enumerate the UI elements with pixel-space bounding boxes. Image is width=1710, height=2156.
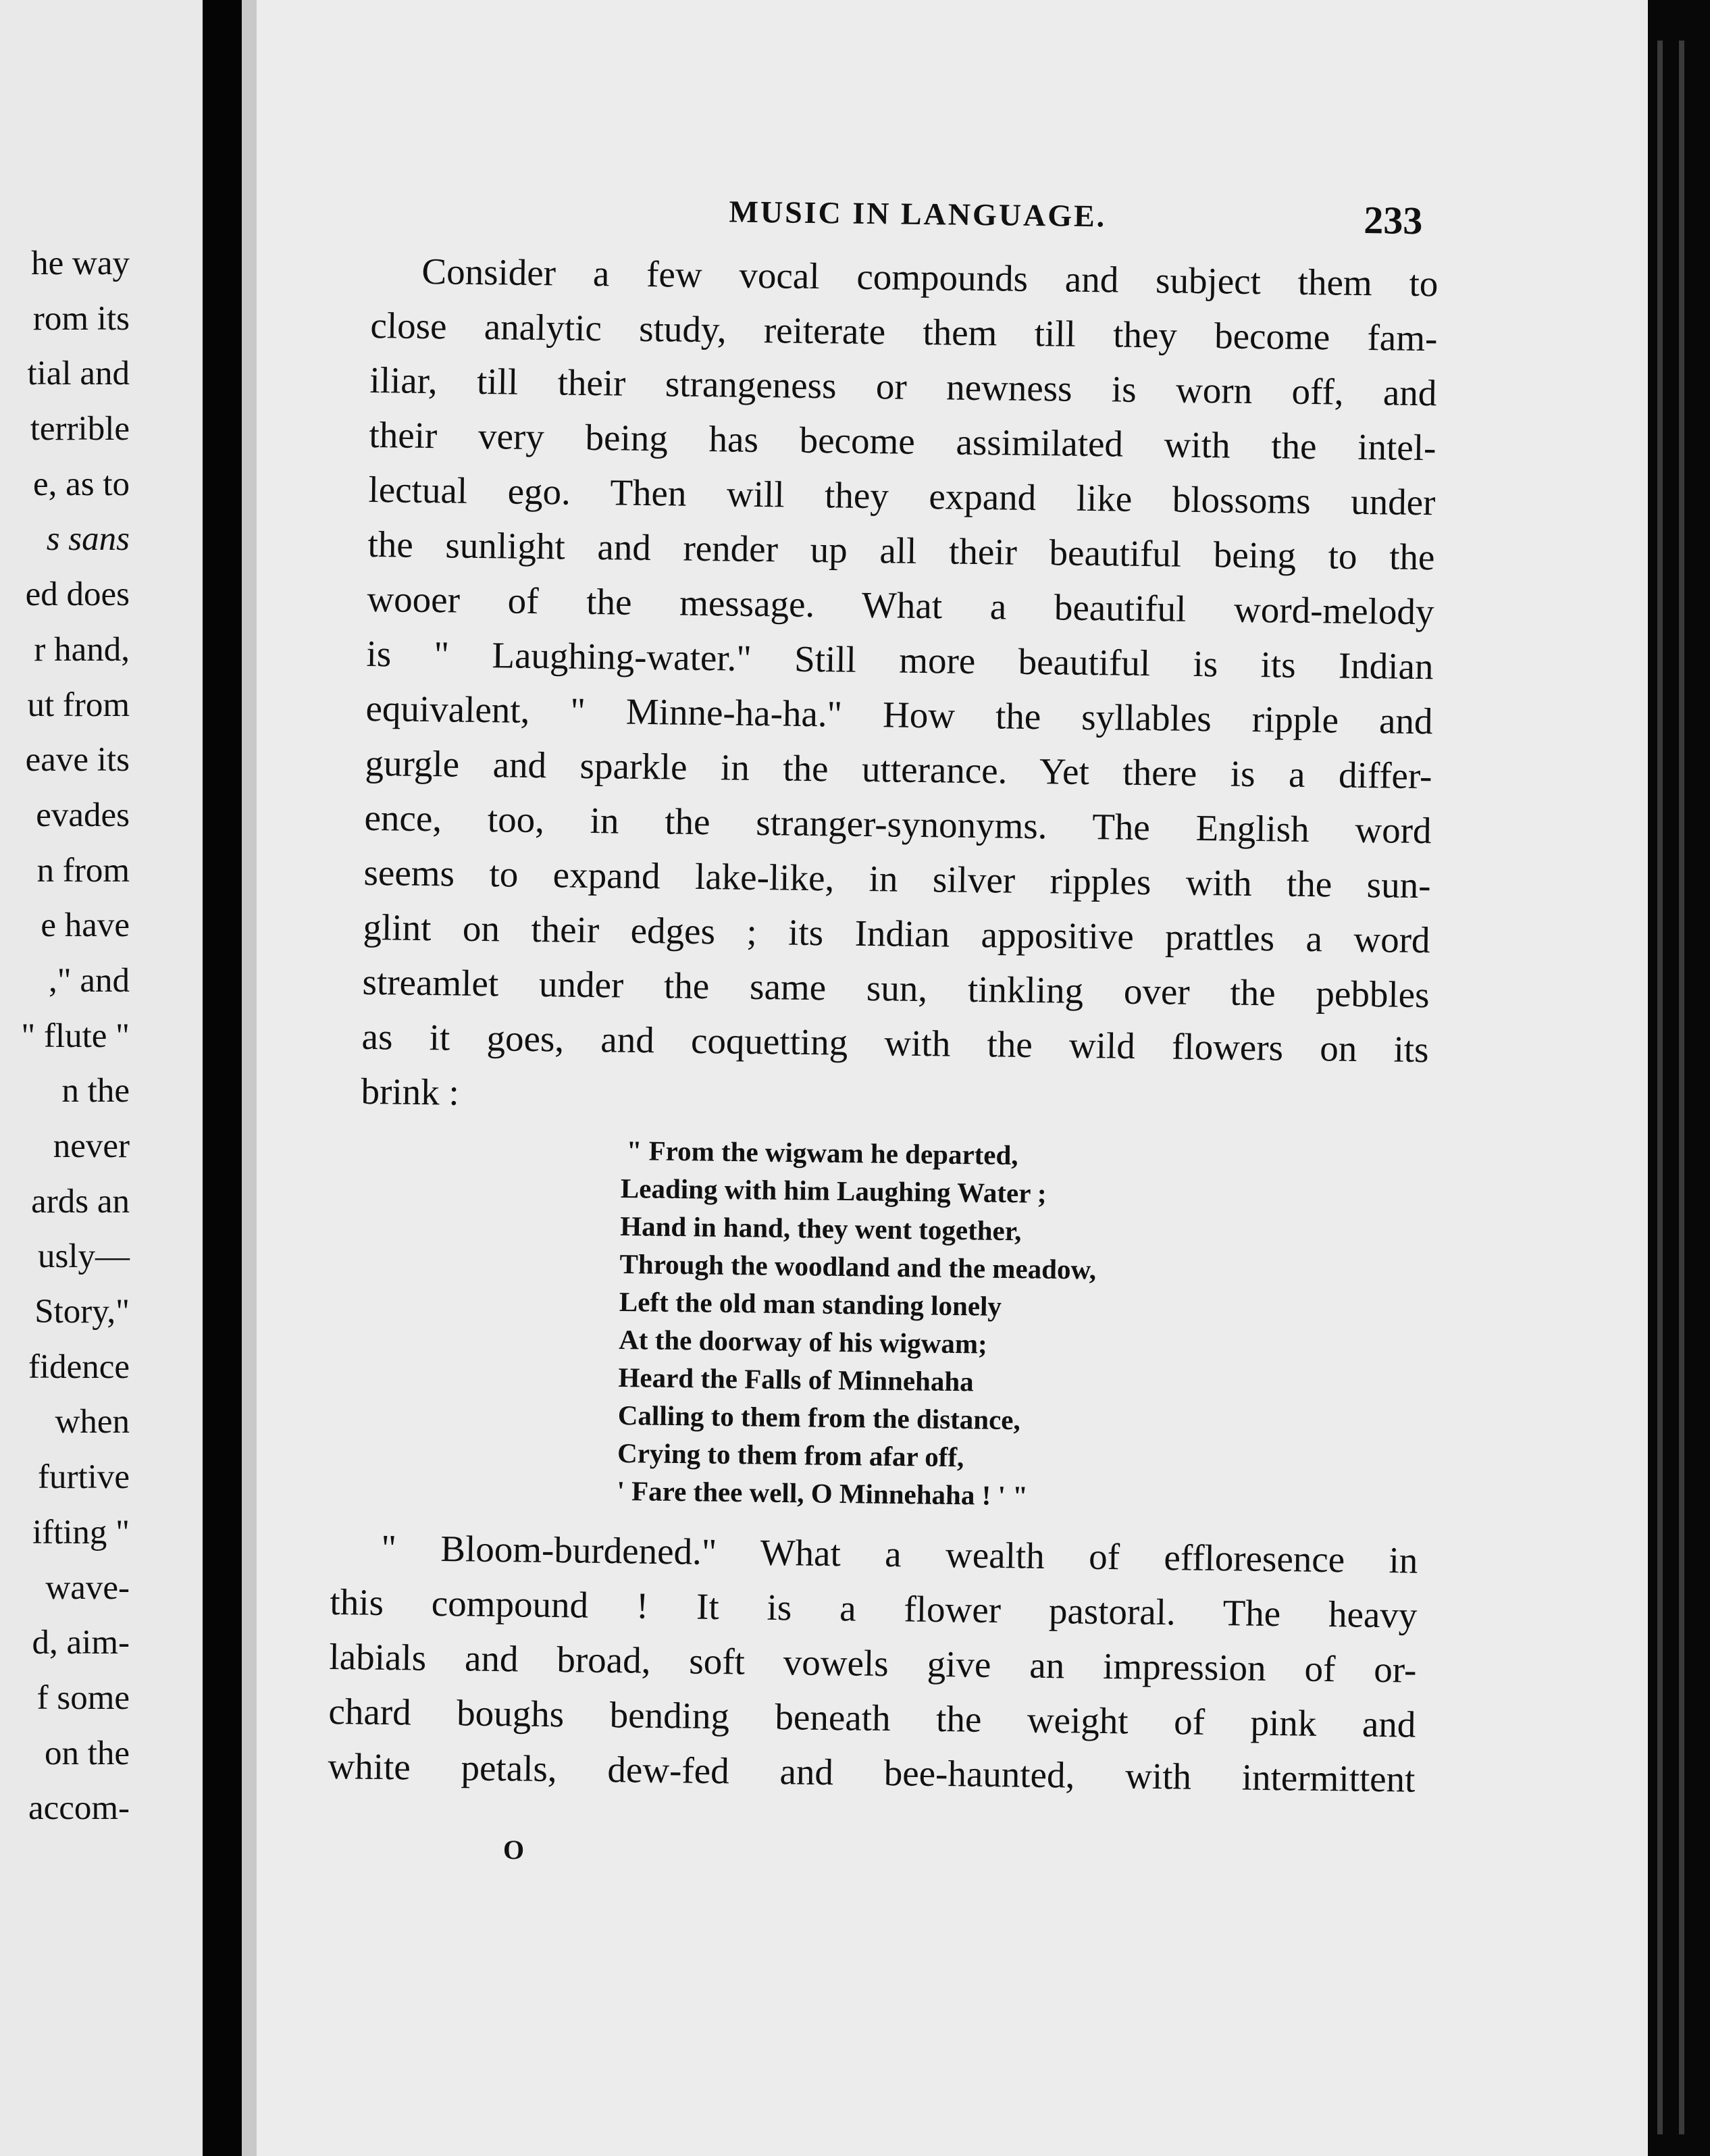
- text-line: d, aim-: [32, 1624, 130, 1662]
- poem-line: Crying to them from afar off,: [617, 1437, 964, 1473]
- text-line: rom its: [32, 299, 130, 338]
- running-title: MUSIC IN LANGUAGE.: [729, 194, 1107, 234]
- text-line: on the: [44, 1734, 130, 1772]
- poem-line: Left the old man standing lonely: [619, 1285, 1002, 1322]
- text-line: f some: [36, 1678, 130, 1717]
- poem-line: Through the woodland and the meadow,: [619, 1248, 1097, 1285]
- text-line: Story,": [34, 1293, 130, 1331]
- poem-line: Calling to them from the distance,: [617, 1399, 1021, 1436]
- book-page: [257, 0, 1648, 2156]
- page-edge-left: [242, 0, 257, 2156]
- poem-line: At the doorway of his wigwam;: [618, 1323, 987, 1360]
- text-line: is " Laughing-water." Still more beautiful is its Indian: [366, 632, 1434, 688]
- text-line: the sunlight and render up all their beautiful being to the: [367, 523, 1435, 578]
- facing-page: [0, 0, 203, 2156]
- text-line: n from: [36, 851, 130, 890]
- paragraph-bloom-burdened: [328, 1520, 1418, 1807]
- text-line: labials and broad, soft vowels give an impression of or-: [329, 1635, 1417, 1691]
- text-line: fidence: [28, 1348, 130, 1386]
- text-line: usly—: [37, 1237, 130, 1276]
- text-line: tial and: [27, 355, 130, 393]
- text-line: wave-: [45, 1568, 130, 1607]
- poem-line: ' Fare thee well, O Minnehaha ! ' ": [617, 1474, 1029, 1512]
- text-line: evades: [36, 796, 130, 834]
- edge-strip: [1679, 41, 1684, 2134]
- text-line: r hand,: [34, 630, 130, 669]
- text-line: he way: [31, 245, 130, 282]
- text-line: accom-: [28, 1789, 130, 1828]
- text-line: eave its: [25, 741, 130, 779]
- text-line: streamlet under the same sun, tinkling over the pebbles: [362, 960, 1430, 1016]
- text-line: ence, too, in the stranger-synonyms. The English word: [364, 796, 1432, 852]
- text-line: glint on their edges ; its Indian appositive prattles a word: [363, 906, 1430, 961]
- edge-strip: [1657, 41, 1663, 2134]
- text-line: never: [53, 1127, 130, 1165]
- text-line: as it goes, and coquetting with the wild flowers on its: [361, 1015, 1429, 1071]
- text-line: terrible: [30, 410, 130, 448]
- text-line: ifting ": [32, 1513, 130, 1551]
- text-line: " Bloom-burdened." What a wealth of effloresence in: [381, 1526, 1418, 1581]
- text-line: when: [55, 1403, 130, 1441]
- text-line: equivalent, " Minne-ha-ha." How the syllables ripple and: [365, 687, 1433, 742]
- signature-mark: O: [503, 1834, 525, 1865]
- text-line: n the: [61, 1072, 130, 1110]
- facing-page-text: [21, 236, 130, 1837]
- text-line: close analytic study, reiterate them till they become fam-: [370, 304, 1438, 359]
- text-line: ," and: [49, 961, 130, 1000]
- poem-line: " From the wigwam he departed,: [626, 1135, 1018, 1171]
- text-line: this compound ! It is a flower pastoral. The heavy: [330, 1581, 1418, 1636]
- text-line: their very being has become assimilated with the intel-: [369, 413, 1436, 469]
- page-number: 233: [1364, 198, 1423, 243]
- text-line: e, as to: [32, 465, 130, 503]
- page-header: [256, 181, 1648, 252]
- paragraph-consider: [361, 243, 1439, 1131]
- text-line: ards an: [31, 1182, 130, 1221]
- text-line: seems to expand lake-like, in silver ripples with the sun-: [363, 851, 1431, 906]
- text-line: brink :: [361, 1070, 460, 1113]
- text-line: iliar, till their strangeness or newness is worn off, and: [369, 359, 1437, 414]
- text-line: e have: [41, 906, 130, 945]
- text-line: s sans: [46, 520, 130, 559]
- text-line: " flute ": [21, 1017, 130, 1055]
- text-line: white petals, dew-fed and bee-haunted, with intermittent: [328, 1745, 1416, 1800]
- page-edge-right: [1648, 0, 1710, 2156]
- text-line: Consider a few vocal compounds and subject them to: [421, 250, 1439, 305]
- book-gutter: [203, 0, 242, 2156]
- poem-line: Heard the Falls of Minnehaha: [618, 1361, 974, 1397]
- text-line: wooer of the message. What a beautiful word-melody: [367, 578, 1434, 633]
- text-line: ut from: [27, 686, 130, 724]
- text-line: gurgle and sparkle in the utterance. Yet there is a differ-: [365, 742, 1432, 797]
- text-line: furtive: [38, 1458, 130, 1497]
- text-line: chard boughs bending beneath the weight of pink and: [328, 1690, 1416, 1745]
- poem-line: Leading with him Laughing Water ;: [620, 1172, 1047, 1209]
- poem-line: Hand in hand, they went together,: [620, 1210, 1022, 1247]
- poem-quotation: [617, 1131, 1097, 1516]
- text-line: lectual ego. Then will they expand like blossoms under: [368, 468, 1436, 523]
- text-line: ed does: [25, 575, 130, 614]
